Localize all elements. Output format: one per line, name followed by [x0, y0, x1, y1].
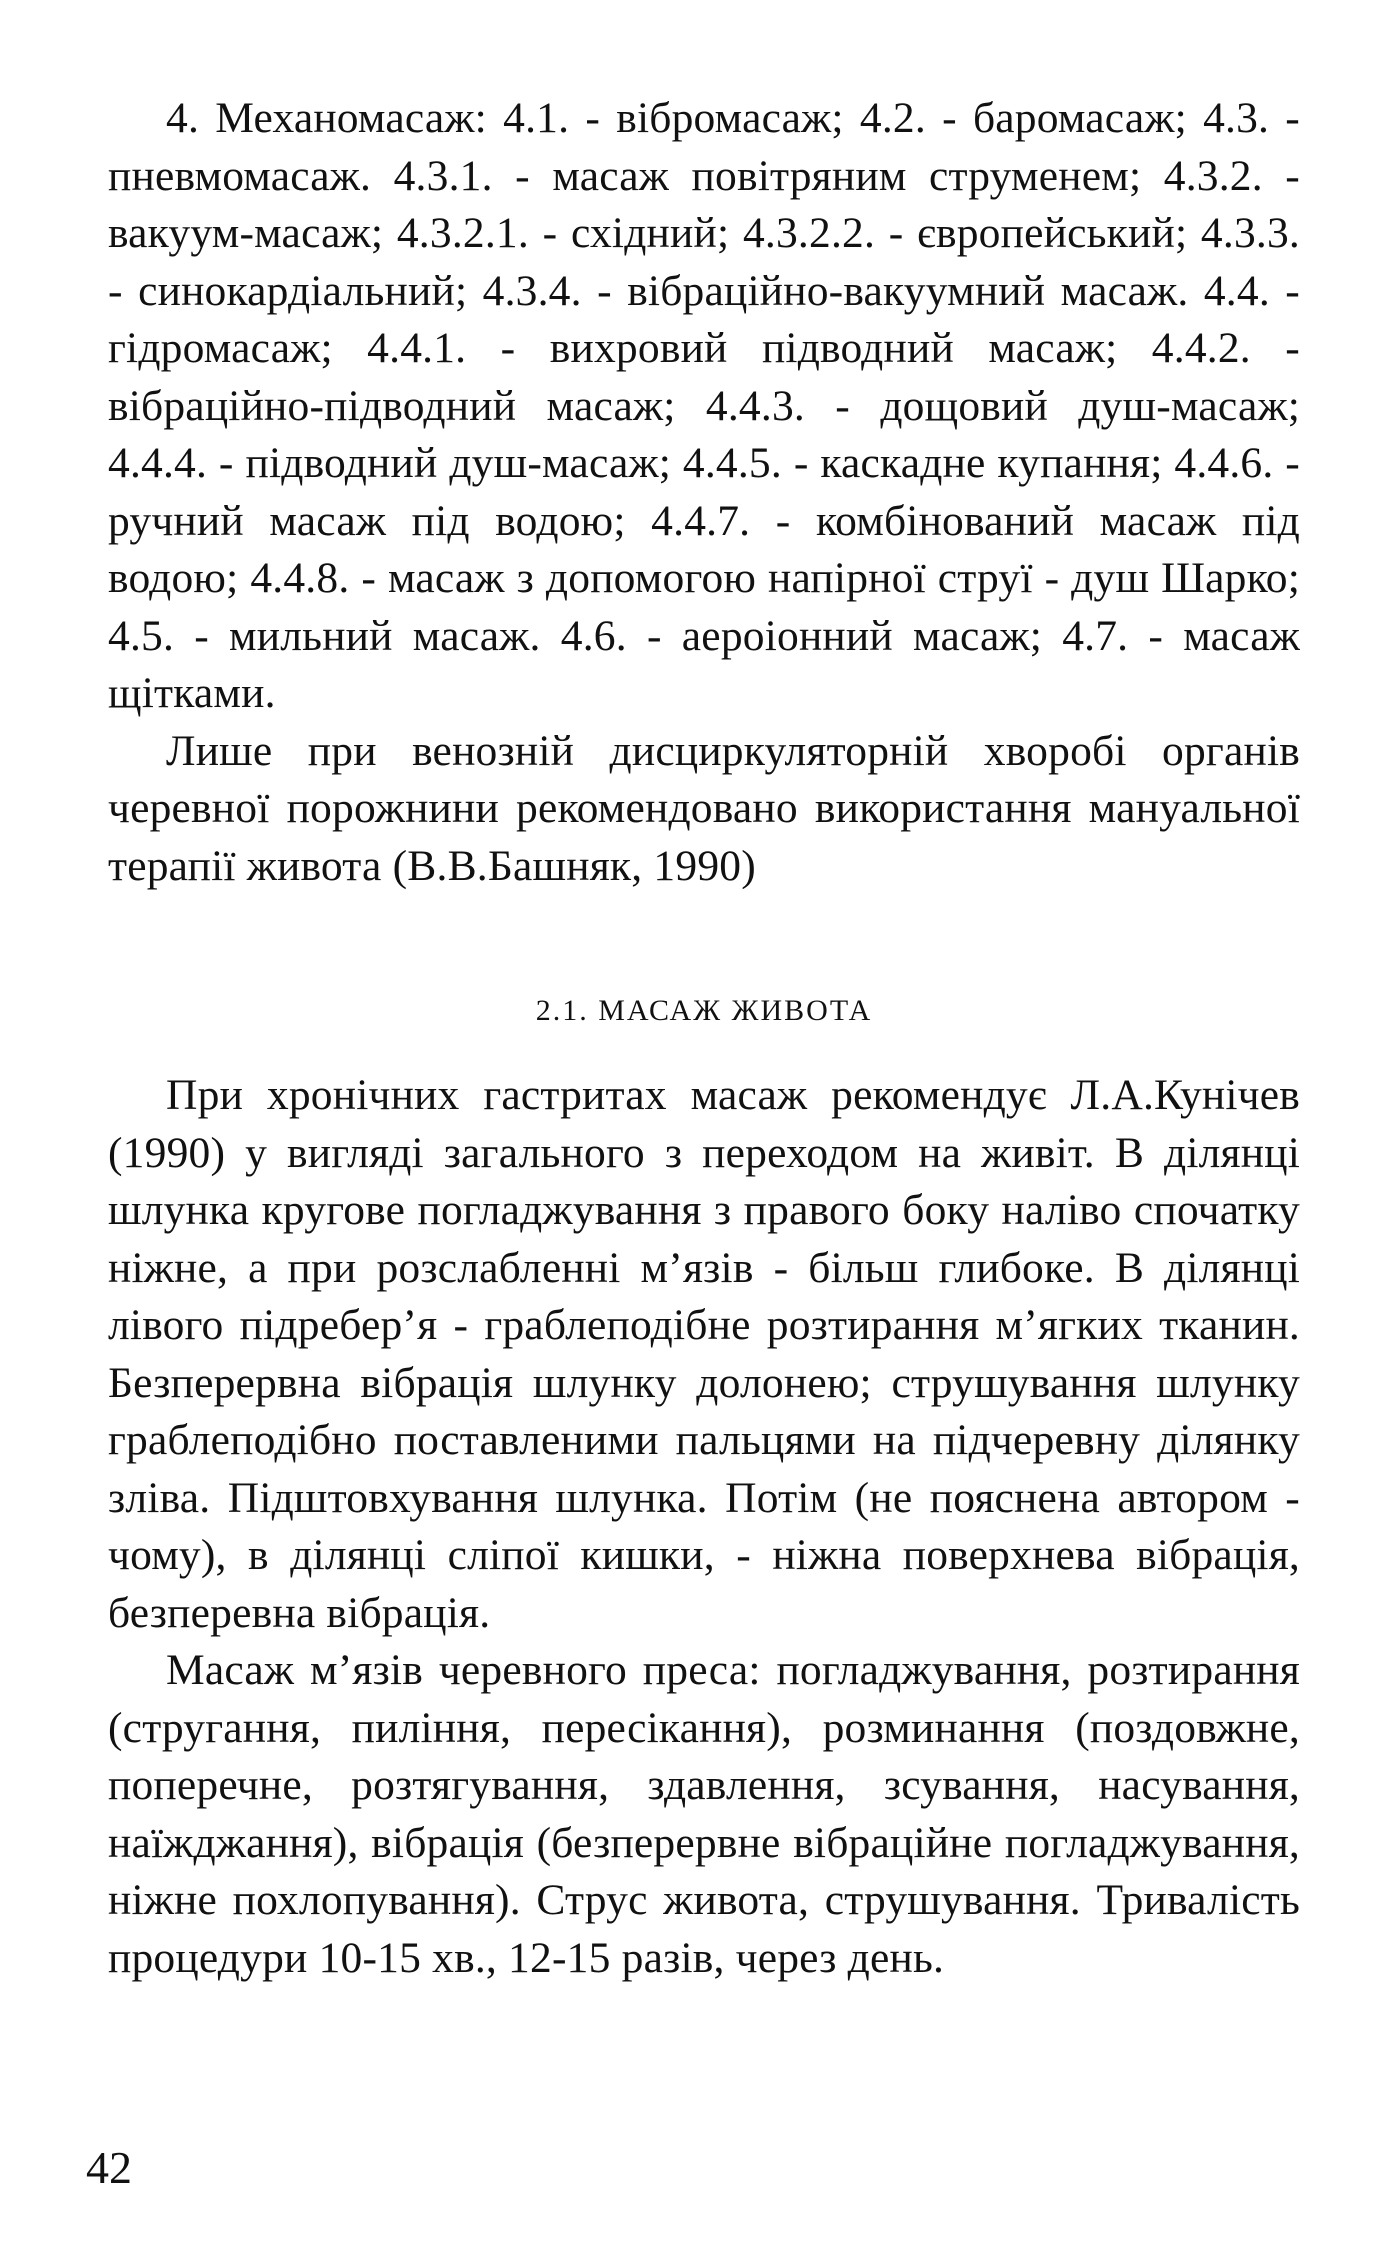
page-number: 42	[86, 2142, 132, 2193]
paragraph-gastritis-massage: При хронічних гастритах масаж рекомендує Л.А.Кунічев (1990) у вигляді загального з переходом на живіт. В ділянці шлунка кругове погладжування з правого боку наліво спочатку ніжне, а при розслабленні м’язів - більш глибоке. В ділянці лівого підребер’я - граблеподібне розтирання м’ягких тканин. Безперервна вібрація шлунку долонею; струшування шлунку граблеподібно поставленими пальцями на підчеревну ділянку зліва. Підштовхування шлунка. Потім (не пояснена автором - чому), в ділянці сліпої кишки, - ніжна поверхнева вібрація, безперевна вібрація.	[108, 1071, 1300, 1637]
page-body	[108, 90, 1300, 1987]
paragraph-abdominal-muscles-massage: Масаж м’язів черевного преса: погладжування, розтирання (стругання, пиління, пересікання), розминання (поздовжне, поперечне, розтягування, здавлення, зсування, насування, наїжджання), вібрація (безперервне вібраційне погладжування, ніжне похлопування). Струс живота, струшування. Тривалість процедури 10-15 хв., 12-15 разів, через день.	[108, 1646, 1300, 1982]
paragraph-mechanomassage-list: 4. Механомасаж: 4.1. - вібромасаж; 4.2. - баромасаж; 4.3. - пневмомасаж. 4.3.1. - масаж повітряним струменем; 4.3.2. - вакуум-масаж; 4.3.2.1. - східний; 4.3.2.2. - європейський; 4.3.3. - синокардіальний; 4.3.4. - вібраційно-вакуумний масаж. 4.4. - гідромасаж; 4.4.1. - вихровий підводний масаж; 4.4.2. - вібраційно-підводний масаж; 4.4.3. - дощовий душ-масаж; 4.4.4. - підводний душ-масаж; 4.4.5. - каскадне купання; 4.4.6. - ручний масаж під водою; 4.4.7. - комбінований масаж під водою; 4.4.8. - масаж з допомогою напірної струї - душ Шарко; 4.5. - мильний масаж. 4.6. - аероіонний масаж; 4.7. - масаж щітками.	[108, 94, 1300, 717]
paragraph-manual-therapy-note: Лише при венозній дисциркуляторній хворобі органів черевної порожнини рекомендовано використання мануальної терапії живота (В.В.Башняк, 1990)	[108, 726, 1300, 890]
section-heading: 2.1. МАСАЖ ЖИВОТА	[535, 994, 873, 1027]
